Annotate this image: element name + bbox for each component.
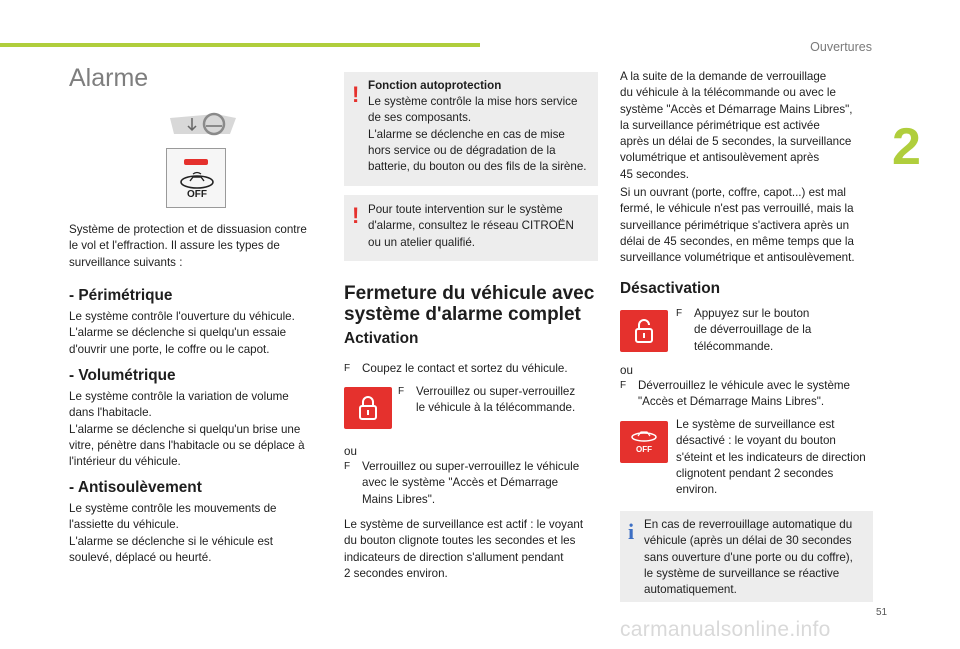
dashboard-steering-icon — [168, 104, 238, 140]
bullet-arrow-icon: F — [620, 380, 627, 391]
bullet-arrow-icon: F — [344, 461, 351, 472]
desactivation-step-1: F Appuyez sur le bouton de déverrouillage de la télécommande. — [676, 306, 876, 355]
alarm-off-button-image — [620, 421, 668, 463]
padlock-icon — [358, 394, 378, 422]
car-alarm-icon — [630, 428, 658, 442]
activation-step-3: F Verrouillez ou super-verrouillez le véhicule avec le système "Accès et Démarrage Mains Libres". — [344, 459, 604, 508]
ou-text: ou — [344, 445, 357, 458]
off-label: OFF — [187, 189, 207, 200]
desactivation-step-2: F Déverrouillez le véhicule avec le système "Accès et Démarrage Mains Libres". — [620, 378, 880, 411]
ou-text: ou — [620, 364, 633, 377]
antisoulevement-text: Le système contrôle les mouvements de l'assiette du véhicule. L'alarme se déclenche si le véhicule est soulevé, déplacé ou heurté. — [69, 502, 277, 564]
volumetrique-text: Le système contrôle la variation de volume dans l'habitacle. L'alarme se déclenche si quelqu'un brise une vitre, pénètre dans l'habitacle ou se déplace à l'intérieur du véhicule. — [69, 390, 305, 469]
header-accent-bar — [0, 43, 480, 47]
padlock-open-icon — [634, 317, 654, 345]
activation-step-2: F Verrouillez ou super-verrouillez le véhicule à la télécommande. — [398, 384, 603, 417]
alarm-button-illustration — [166, 148, 226, 208]
bullet-arrow-icon: F — [344, 363, 351, 374]
right-paragraph-1: A la suite de la demande de verrouillage du véhicule à la télécommande ou avec le système "Accès et Démarrage Mains Libres", la surveillance périmétrique est activée après un délai de 5 secondes, la surveillance volumétrique et antisoulèvement après 45 secondes. — [620, 70, 853, 181]
warning-text: Pour toute intervention sur le système d'alarme, consultez le réseau CITROËN ou un atelier qualifié. — [368, 203, 574, 249]
warning-title: Fonction autoprotection — [368, 79, 502, 92]
bullet-arrow-icon: F — [676, 308, 683, 319]
heading-volumetrique: - Volumétrique — [69, 367, 176, 384]
warning-box-autoprotection — [344, 72, 598, 186]
page-title: Alarme — [69, 64, 149, 92]
heading-activation: Activation — [344, 330, 419, 347]
info-text: En cas de reverrouillage automatique du véhicule (après un délai de 30 secondes sans ouverture d'une porte ou du coffre), le système de surveillance se réactive automatiquement. — [644, 518, 853, 597]
warning-box-intervention — [344, 195, 598, 261]
heading-desactivation: Désactivation — [620, 280, 721, 297]
car-alarm-icon — [179, 171, 215, 189]
activation-step-1: F Coupez le contact et sortez du véhicule. — [344, 361, 604, 377]
info-icon: i — [628, 519, 635, 544]
heading-fermeture: Fermeture du véhicule avec système d'alarme complet — [344, 283, 595, 325]
lock-button-image — [344, 387, 392, 429]
heading-antisoulevement: - Antisoulèvement — [69, 479, 202, 496]
watermark: carmanualsonline.info — [620, 618, 831, 641]
warning-icon: ! — [352, 82, 360, 107]
right-paragraph-2: Si un ouvrant (porte, coffre, capot...) est mal fermé, le véhicule n'est pas verrouillé, mais la surveillance périmétrique s'activera après un délai de 45 secondes, en même temps que la surveillance volumétrique et antisoulèvement. — [620, 186, 855, 265]
off-label: OFF — [636, 445, 652, 454]
chapter-number: 2 — [892, 118, 921, 176]
desactivation-result-text: Le système de surveillance est désactivé : le voyant du bouton s'éteint et les indicateurs de direction clignotent pendant 2 secondes environ. — [676, 418, 866, 497]
intro-text: Système de protection et de dissuasion contre le vol et l'effraction. Il assure les types de surveillance suivants : — [69, 223, 307, 269]
info-box-reverrouillage — [620, 511, 873, 602]
page-number: 51 — [876, 607, 888, 618]
activation-result-text: Le système de surveillance est actif : le voyant du bouton clignote toutes les secondes et les indicateurs de direction s'allument pendant 2 secondes environ. — [344, 518, 584, 580]
alarm-led-indicator — [184, 159, 208, 165]
heading-perimetrique: - Périmétrique — [69, 287, 173, 304]
perimetrique-text: Le système contrôle l'ouverture du véhicule. L'alarme se déclenche si quelqu'un essaie d'ouvrir une porte, le coffre ou le capot. — [69, 310, 295, 356]
bullet-arrow-icon: F — [398, 386, 405, 397]
warning-text: Le système contrôle la mise hors service de ses composants. L'alarme se déclenche en cas de mise hors service ou de dégradation de la batterie, du bouton ou des fils de la sirène. — [368, 95, 587, 174]
warning-icon: ! — [352, 203, 360, 228]
unlock-button-image — [620, 310, 668, 352]
section-name: Ouvertures — [810, 40, 872, 54]
